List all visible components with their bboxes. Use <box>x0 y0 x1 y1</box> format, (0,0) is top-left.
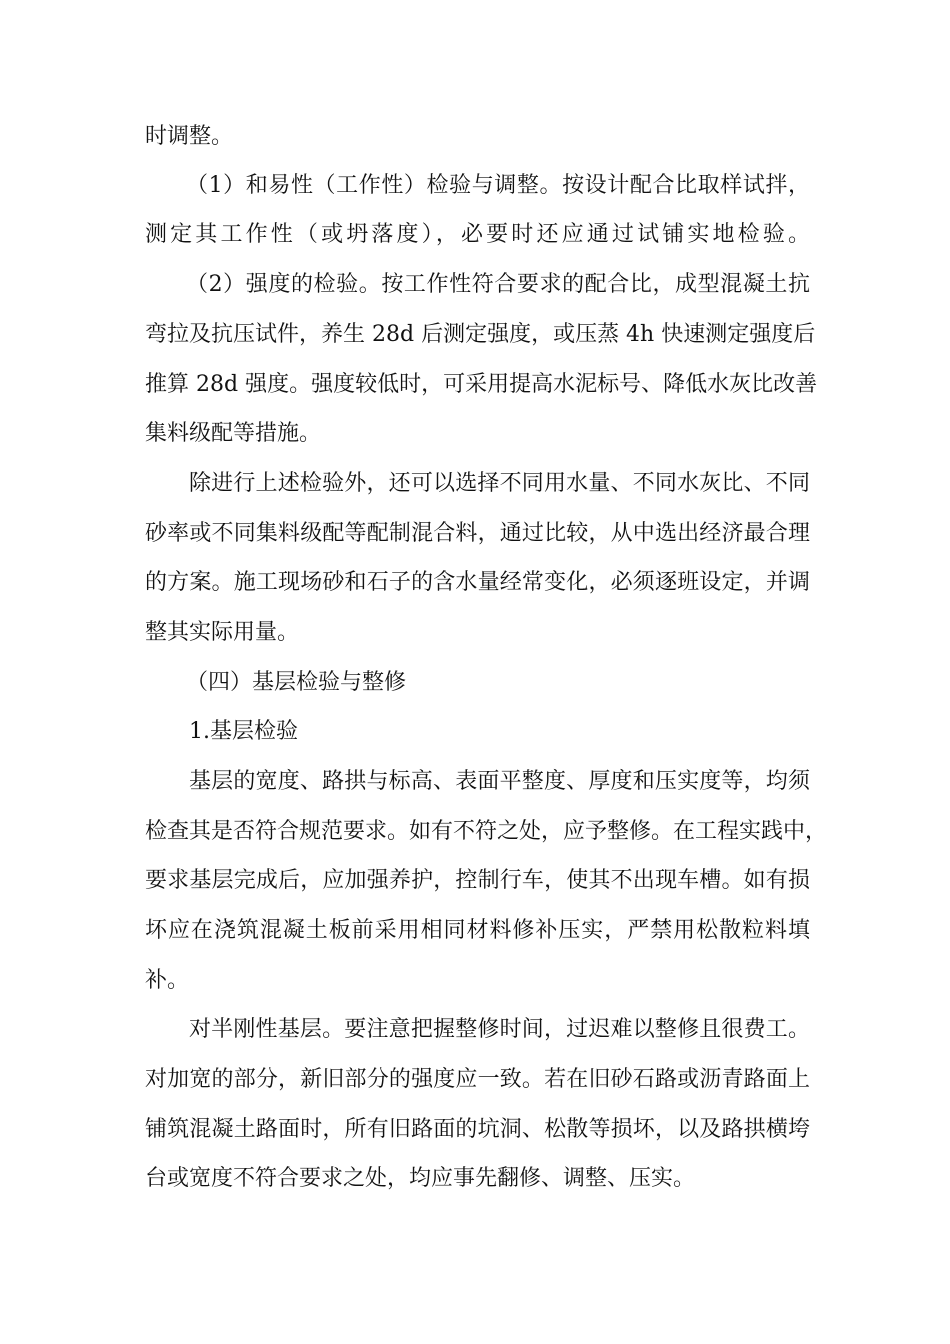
text-line: 时调整。 <box>145 124 234 149</box>
text-line: 推算 28d 强度。强度较低时，可采用提高水泥标号、降低水灰比改善 <box>145 372 818 397</box>
text-line: 补。 <box>145 968 190 993</box>
text-line: 要求基层完成后，应加强养护，控制行车，使其不出现车槽。如有损 <box>145 868 810 893</box>
text-line: 弯拉及抗压试件，养生 28d 后测定强度，或压蒸 4h 快速测定强度后 <box>145 322 816 347</box>
text-line: 对加宽的部分，新旧部分的强度应一致。若在旧砂石路或沥青路面上 <box>145 1067 810 1092</box>
text-line: 集料级配等措施。 <box>145 421 322 446</box>
section-heading: （四）基层检验与整修 <box>186 670 407 695</box>
text-line: 基层的宽度、路拱与标高、表面平整度、厚度和压实度等，均须 <box>189 769 810 794</box>
text-line: 整其实际用量。 <box>145 620 300 645</box>
text-line: 检查其是否符合规范要求。如有不符之处，应予整修。在工程实践中， <box>145 819 828 844</box>
text-line: 的方案。施工现场砂和石子的含水量经常变化，必须逐班设定，并调 <box>145 570 810 595</box>
text-line: 台或宽度不符合要求之处，均应事先翻修、调整、压实。 <box>145 1166 696 1191</box>
text-line: 测定其工作性（或坍落度），必要时还应通过试铺实地检验。 <box>145 222 810 247</box>
text-line: （2）强度的检验。按工作性符合要求的配合比，成型混凝土抗 <box>186 272 810 297</box>
text-line: 铺筑混凝土路面时，所有旧路面的坑洞、松散等损坏，以及路拱横垮 <box>145 1117 810 1142</box>
text-line: 除进行上述检验外，还可以选择不同用水量、不同水灰比、不同 <box>189 471 810 496</box>
text-line: 坏应在浇筑混凝土板前采用相同材料修补压实，严禁用松散粒料填 <box>145 918 810 943</box>
text-line: 对半刚性基层。要注意把握整修时间，过迟难以整修且很费工。 <box>189 1017 810 1042</box>
text-line: （1）和易性（工作性）检验与调整。按设计配合比取样试拌， <box>186 173 810 198</box>
text-line: 砂率或不同集料级配等配制混合料，通过比较，从中选出经济最合理 <box>145 521 810 546</box>
subsection-heading: 1.基层检验 <box>189 719 298 744</box>
